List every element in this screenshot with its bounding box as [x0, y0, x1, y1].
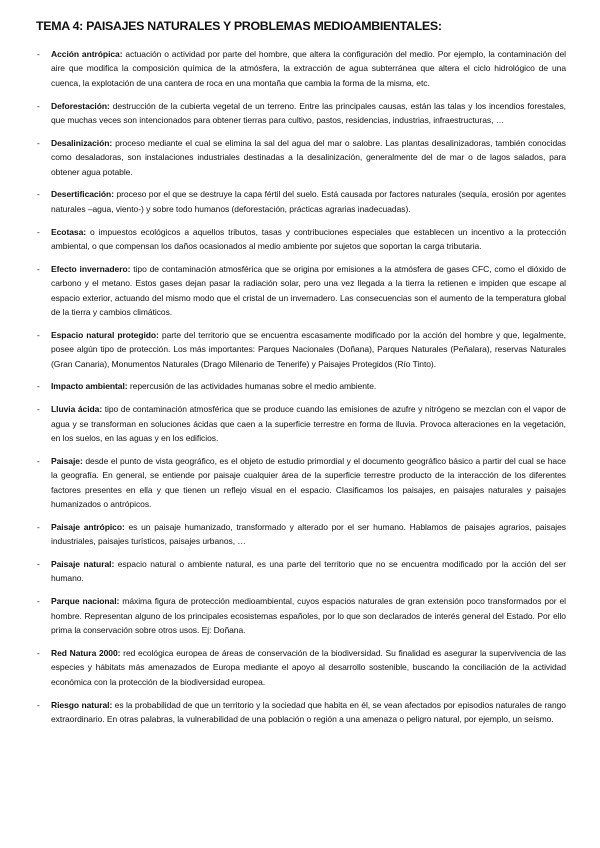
bullet-dash: - [37, 189, 40, 200]
glossary-entry-efecto-invernadero [34, 262, 566, 320]
glossary-entry-desalinizacion [34, 136, 566, 179]
entry-definition: destrucción de la cubierta vegetal de un terreno. Entre las principales causas, están las talas y los incendios forestales, que muchas veces son intencionados para obtener tierras para cultivo, pastos, residencias, industrias, infraestructuras, … [51, 100, 566, 126]
glossary-entry-accion-antropica [34, 47, 566, 90]
bullet-dash: - [37, 521, 40, 532]
entry-term: Riesgo natural: [51, 699, 113, 710]
glossary-entry-impacto-ambiental [34, 379, 566, 393]
entry-term: Desertificación: [51, 189, 114, 200]
glossary-list [34, 47, 566, 726]
entry-definition: máxima figura de protección medioambiental, cuyos espacios naturales de gran extensión poco transformados por el hombre. Representan alguno de los principales ecosistemas españoles, por lo que son declarados de interés general del Estado. Por ello prima la conservación sobre otros usos. Ej: Doñana. [51, 596, 566, 636]
bullet-dash: - [37, 647, 40, 658]
glossary-entry-paisaje-antropico [34, 520, 566, 549]
entry-term: Lluvia ácida: [51, 404, 103, 415]
bullet-dash: - [37, 404, 40, 415]
entry-term: Impacto ambiental: [51, 381, 128, 392]
bullet-dash: - [37, 699, 40, 710]
entry-definition: es la probabilidad de que un territorio y la sociedad que habita en él, se vean afectados por episodios naturales de rango extraordinario. En otras palabras, la vulnerabilidad de una población o región a una amenaza o peligro natural, por ejemplo, un seísmo. [51, 699, 566, 724]
glossary-entry-desertificacion [34, 187, 566, 216]
entry-term: Espacio natural protegido: [51, 329, 159, 340]
bullet-dash: - [37, 137, 40, 148]
entry-definition: tipo de contaminación atmosférica que se produce cuando las emisiones de azufre y nitrógeno se mezclan con el vapor de agua y se transforman en soluciones ácidas que caen a la superficie terrestre en forma de lluvia. Provoca alteraciones en la vegetación, en los suelos, en las aguas y en los edificios. [51, 404, 566, 444]
entry-term: Desalinización: [51, 137, 113, 148]
glossary-entry-lluvia-acida [34, 402, 566, 445]
entry-definition: es un paisaje humanizado, transformado y alterado por el ser humano. Hablamos de paisajes agrarios, paisajes industriales, paisajes turísticos, paisajes urbanos, … [51, 521, 566, 547]
entry-term: Paisaje natural: [51, 559, 115, 570]
bullet-dash: - [37, 226, 40, 237]
entry-term: Acción antrópica: [51, 49, 123, 59]
entry-term: Efecto invernadero: [51, 263, 131, 274]
entry-definition: actuación o actividad por parte del hombre, que altera la configuración del medio. Por ejemplo, la contaminación del aire que modifica la composición química de la atmósfera, la extracción de agua subterránea que altera el ciclo hidrológico de una cuenca, la explotación de una cantera de roca en una montaña que cambia la forma de la misma, etc. [51, 49, 566, 88]
entry-term: Ecotasa: [51, 226, 87, 237]
glossary-entry-deforestacion [34, 99, 566, 128]
bullet-dash: - [37, 455, 40, 466]
entry-definition: proceso mediante el cual se elimina la sal del agua del mar o salobre. Las plantas desalinizadoras, también conocidas como desaladoras, son instalaciones industriales destinadas a la desalinización, generalmente del de mar o de lagos salados, para obtener agua potable. [51, 137, 566, 177]
bullet-dash: - [37, 381, 40, 392]
entry-definition: red ecológica europea de áreas de conservación de la biodiversidad. Su finalidad es asegurar la supervivencia de las especies y hábitats más amenazados de Europa mediante el apoyo al desarrollo sostenible, buscando la conciliación de la actividad económica con la protección de la biodiversidad europea. [51, 647, 566, 687]
bullet-dash: - [37, 49, 40, 59]
entry-term: Parque nacional: [51, 596, 120, 607]
entry-term: Paisaje antrópico: [51, 521, 125, 532]
glossary-entry-parque-nacional [34, 594, 566, 637]
document-title: TEMA 4: PAISAJES NATURALES Y PROBLEMAS MEDIOAMBIENTALES: [36, 19, 442, 33]
bullet-dash: - [37, 559, 40, 570]
entry-definition: tipo de contaminación atmosférica que se origina por emisiones a la atmósfera de gases CFC, como el dióxido de carbono y el metano. Estos gases dejan pasar la radiación solar, pero una vez llegada a la tierra la retienen e impiden que escape al espacio exterior, actuando del mismo modo que el cristal de un invernadero. Las consecuencias son el aumento de la temperatura global de la tierra y cambios climáticos. [51, 263, 566, 318]
entry-definition: o impuestos ecológicos a aquellos tributos, tasas y contribuciones especiales que establecen un incentivo a la protección ambiental, o que compensan los daños ocasionados al medio ambiente por sujetos que soportan la carga tributaria. [51, 226, 566, 252]
entry-definition: espacio natural o ambiente natural, es una parte del territorio que no se encuentra modificado por la acción del ser humano. [51, 559, 566, 584]
entry-term: Red Natura 2000: [51, 647, 121, 658]
glossary-entry-paisaje [34, 454, 566, 512]
glossary-entry-paisaje-natural [34, 557, 566, 586]
glossary-entry-ecotasa [34, 225, 566, 254]
bullet-dash: - [37, 596, 40, 607]
entry-term: Paisaje: [51, 455, 83, 466]
glossary-entry-riesgo-natural [34, 698, 566, 727]
bullet-dash: - [37, 263, 40, 274]
entry-definition: parte del territorio que se encuentra escasamente modificado por la acción del hombre y que, legalmente, posee algún tipo de protección. Los más importantes: Parques Nacionales (Doñana), Parques Naturales (Peñalara), reservas Naturales (Gran Canaria), Monumentos Naturales (Drago Milenario de Tenerife) y Paisajes Protegidos (Río Tinto). [51, 329, 566, 369]
entry-definition: proceso por el que se destruye la capa fértil del suelo. Está causada por factores naturales (sequía, erosión por agentes naturales –agua, viento-) y sobre todo humanos (deforestación, prácticas agrarias inadecuadas). [51, 189, 566, 214]
glossary-entry-red-natura-2000 [34, 646, 566, 689]
glossary-entry-espacio-natural-protegido [34, 328, 566, 371]
bullet-dash: - [37, 329, 40, 340]
entry-term: Deforestación: [51, 100, 110, 111]
entry-definition: repercusión de las actividades humanas sobre el medio ambiente. [127, 381, 377, 392]
bullet-dash: - [37, 100, 40, 111]
entry-definition: desde el punto de vista geográfico, es el objeto de estudio primordial y el documento geográfico básico a partir del cual se hace la geografía. En general, se entiende por paisaje cualquier área de la superficie terrestre producto de la interacción de los diferentes factores presentes en ella y que tienen un reflejo visual en el espacio. Clasificamos los paisajes, en paisajes naturales y paisajes humanizados o antrópicos. [51, 455, 566, 510]
